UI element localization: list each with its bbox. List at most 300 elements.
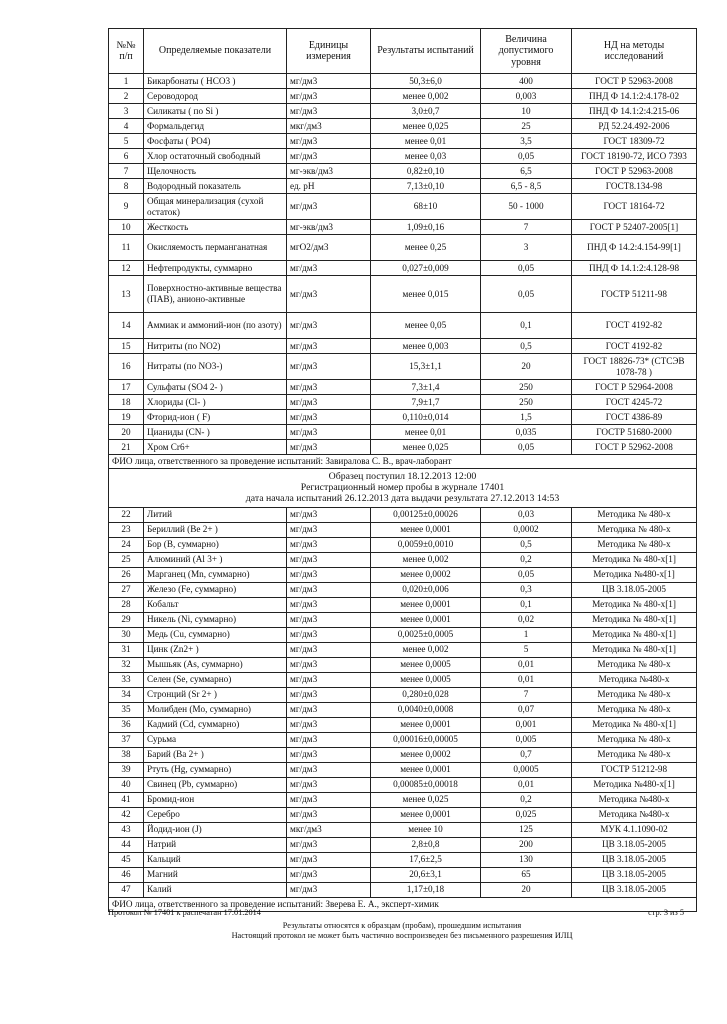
row-result: менее 0,05 [371,313,481,339]
row-unit: мг/дм3 [287,567,371,582]
row-indicator: Фторид-ион ( F) [144,410,287,425]
row-unit: мкг/дм3 [287,119,371,134]
footer-note-2: Настоящий протокол не может быть частично воспроизведен без письменного разрешения ИЛЦ [231,931,573,940]
row-method: ГОСТ Р 52963-2008 [572,164,697,179]
row-limit: 0,05 [481,261,572,276]
row-unit: мг/дм3 [287,194,371,220]
row-number: 18 [109,395,144,410]
row-number: 8 [109,179,144,194]
row-indicator: Щелочность [144,164,287,179]
row-unit: мг/дм3 [287,747,371,762]
row-result: 0,280±0,028 [371,687,481,702]
row-result: менее 0,025 [371,792,481,807]
table-row [109,807,697,822]
row-unit: мг/дм3 [287,777,371,792]
row-method: Методика № 480-х [572,537,697,552]
row-limit: 0,03 [481,507,572,522]
row-number: 42 [109,807,144,822]
row-number: 45 [109,852,144,867]
row-unit: мг/дм3 [287,149,371,164]
results-sheet [108,28,696,912]
table-row [109,762,697,777]
row-method: Методика № 480-х[1] [572,597,697,612]
row-number: 34 [109,687,144,702]
row-method: Методика № 480-х[1] [572,627,697,642]
row-result: 7,13±0,10 [371,179,481,194]
row-method: ГОСТ8.134-98 [572,179,697,194]
row-result: 7,3±1,4 [371,380,481,395]
row-method: ГОСТ Р 52964-2008 [572,380,697,395]
row-unit: мг/дм3 [287,687,371,702]
table-row [109,220,697,235]
row-limit: 0,025 [481,807,572,822]
row-result: 7,9±1,7 [371,395,481,410]
row-unit: мг/дм3 [287,410,371,425]
protocol-print-info: Протокол № 17401 к распечатан 17.01.2014 [108,908,261,917]
table-row [109,410,697,425]
responsible-b-text: ФИО лица, ответственного за проведение испытаний: Зверева Е. А., эксперт-химик [109,897,697,911]
row-number: 4 [109,119,144,134]
row-number: 13 [109,276,144,313]
table-row [109,276,697,313]
row-result: менее 0,002 [371,642,481,657]
row-number: 31 [109,642,144,657]
row-method: ГОСТ 4192-82 [572,313,697,339]
row-indicator: Нитраты (по NO3-) [144,354,287,380]
table-row [109,597,697,612]
row-indicator: Кадмий (Cd, суммарно) [144,717,287,732]
row-result: менее 0,0005 [371,672,481,687]
row-result: 0,00085±0,00018 [371,777,481,792]
row-limit: 0,035 [481,425,572,440]
row-result: 0,020±0,006 [371,582,481,597]
row-limit: 0,01 [481,777,572,792]
row-unit: мг/дм3 [287,627,371,642]
row-limit: 0,05 [481,149,572,164]
row-number: 40 [109,777,144,792]
row-indicator: Сульфаты (SO4 2- ) [144,380,287,395]
row-indicator: Марганец (Mn, суммарно) [144,567,287,582]
row-result: 3,0±0,7 [371,104,481,119]
row-result: менее 0,01 [371,134,481,149]
row-result: 0,0040±0,0008 [371,702,481,717]
row-indicator: Стронций (Sr 2+ ) [144,687,287,702]
row-method: ГОСТР 51212-98 [572,762,697,777]
row-limit: 125 [481,822,572,837]
row-result: менее 0,0001 [371,522,481,537]
row-method: Методика № 480-х [572,507,697,522]
row-number: 24 [109,537,144,552]
table-row [109,777,697,792]
row-indicator: Бромид-ион [144,792,287,807]
row-method: ГОСТ Р 52962-2008 [572,440,697,455]
table-row [109,582,697,597]
row-result: менее 0,01 [371,425,481,440]
row-limit: 0,005 [481,732,572,747]
table-row [109,339,697,354]
row-limit: 20 [481,882,572,897]
row-result: 17,6±2,5 [371,852,481,867]
table-row [109,380,697,395]
row-limit: 0,7 [481,747,572,762]
row-number: 35 [109,702,144,717]
table-row [109,822,697,837]
row-number: 22 [109,507,144,522]
row-limit: 0,3 [481,582,572,597]
row-unit: мг/дм3 [287,762,371,777]
row-unit: мг/дм3 [287,732,371,747]
row-method: Методика №480-х[1] [572,777,697,792]
row-result: менее 0,0002 [371,567,481,582]
row-method: Методика № 480-х [572,687,697,702]
row-unit: ед. рН [287,179,371,194]
row-result: 0,82±0,10 [371,164,481,179]
row-result: менее 0,0005 [371,657,481,672]
row-method: Методика № 480-х [572,522,697,537]
row-indicator: Натрий [144,837,287,852]
row-method: Методика №480-х [572,807,697,822]
row-indicator: Фосфаты ( РО4) [144,134,287,149]
sample-received: Образец поступил 18.12.2013 12:00 [328,471,477,482]
row-result: 0,00016±0,00005 [371,732,481,747]
table-row [109,89,697,104]
page-number: стр. 3 из 5 [648,908,684,917]
row-method: Методика №480-х [572,672,697,687]
row-result: менее 0,0001 [371,762,481,777]
table-row [109,507,697,522]
row-unit: мг-экв/дм3 [287,220,371,235]
table-row [109,149,697,164]
header-number: №№ п/п [109,29,144,74]
row-method: ГОСТ 4192-82 [572,339,697,354]
row-result: 0,0025±0,0005 [371,627,481,642]
row-limit: 6,5 - 8,5 [481,179,572,194]
row-indicator: Нитриты (по NO2) [144,339,287,354]
row-unit: мг-экв/дм3 [287,164,371,179]
row-number: 1 [109,74,144,89]
row-result: 15,3±1,1 [371,354,481,380]
row-indicator: Кобальт [144,597,287,612]
row-method: ГОСТ 4245-72 [572,395,697,410]
footer-line-1 [108,908,696,918]
table-row [109,74,697,89]
row-method: ГОСТР 51680-2000 [572,425,697,440]
table-body-part-b [109,507,697,897]
row-result: менее 0,025 [371,119,481,134]
row-unit: мг/дм3 [287,657,371,672]
row-result: 50,3±6,0 [371,74,481,89]
row-indicator: Водородный показатель [144,179,287,194]
table-row [109,194,697,220]
row-number: 7 [109,164,144,179]
table-row [109,313,697,339]
table-row [109,747,697,762]
row-indicator: Свинец (Pb, суммарно) [144,777,287,792]
table-row [109,425,697,440]
row-number: 39 [109,762,144,777]
row-unit: мг/дм3 [287,672,371,687]
row-result: 2,8±0,8 [371,837,481,852]
row-method: ГОСТ Р 52407-2005[1] [572,220,697,235]
table-row [109,119,697,134]
row-result: 0,0059±0,0010 [371,537,481,552]
row-limit: 1 [481,627,572,642]
row-number: 21 [109,440,144,455]
row-method: ГОСТ Р 52963-2008 [572,74,697,89]
row-number: 25 [109,552,144,567]
row-unit: мг/дм3 [287,552,371,567]
row-result: менее 0,0001 [371,717,481,732]
row-number: 11 [109,235,144,261]
row-unit: мг/дм3 [287,313,371,339]
row-indicator: Хлор остаточный свободный [144,149,287,164]
table-row [109,440,697,455]
row-indicator: Бериллий (Be 2+ ) [144,522,287,537]
footer-note-1: Результаты относятся к образцам (пробам), прошедшим испытания [282,921,522,930]
row-number: 20 [109,425,144,440]
row-indicator: Окисляемость перманганатная [144,235,287,261]
row-indicator: Жесткость [144,220,287,235]
row-indicator: Медь (Cu, суммарно) [144,627,287,642]
row-number: 44 [109,837,144,852]
table-row [109,612,697,627]
row-limit: 65 [481,867,572,882]
row-number: 41 [109,792,144,807]
row-indicator: Цианиды (CN- ) [144,425,287,440]
row-result: менее 0,03 [371,149,481,164]
row-indicator: Молибден (Mo, суммарно) [144,702,287,717]
table-row [109,522,697,537]
row-result: менее 0,002 [371,552,481,567]
row-number: 2 [109,89,144,104]
row-method: Методика №480-х[1] [572,567,697,582]
row-unit: мг/дм3 [287,612,371,627]
row-limit: 0,01 [481,657,572,672]
row-unit: мг/дм3 [287,395,371,410]
row-limit: 7 [481,220,572,235]
row-result: менее 0,0001 [371,597,481,612]
row-limit: 6,5 [481,164,572,179]
row-method: ЦВ 3.18.05-2005 [572,852,697,867]
row-indicator: Хром Cr6+ [144,440,287,455]
row-unit: мг/дм3 [287,717,371,732]
row-indicator: Селен (Se, суммарно) [144,672,287,687]
row-indicator: Литий [144,507,287,522]
row-result: 68±10 [371,194,481,220]
sample-info-row [109,469,697,508]
row-limit: 0,05 [481,276,572,313]
row-indicator: Хлориды (Cl- ) [144,395,287,410]
row-unit: мг/дм3 [287,440,371,455]
row-limit: 0,1 [481,597,572,612]
header-method: НД на методы исследований [572,29,697,74]
sample-registration: Регистрационный номер пробы в журнале 17401 [300,482,505,494]
row-indicator: Поверхностно-активные вещества (ПАВ), анионо-активные [144,276,287,313]
row-indicator: Силикаты ( по Si ) [144,104,287,119]
row-number: 43 [109,822,144,837]
row-number: 28 [109,597,144,612]
row-number: 6 [109,149,144,164]
row-method: ГОСТ 4386-89 [572,410,697,425]
table-row [109,642,697,657]
row-limit: 3 [481,235,572,261]
row-limit: 0,05 [481,567,572,582]
row-result: менее 0,0002 [371,747,481,762]
row-unit: мг/дм3 [287,582,371,597]
row-number: 26 [109,567,144,582]
row-unit: мг/дм3 [287,74,371,89]
row-indicator: Серебро [144,807,287,822]
table-row [109,702,697,717]
table-body-part-a [109,74,697,455]
row-unit: мг/дм3 [287,354,371,380]
row-method: ГОСТР 51211-98 [572,276,697,313]
row-limit: 50 - 1000 [481,194,572,220]
row-limit: 0,0002 [481,522,572,537]
row-limit: 0,003 [481,89,572,104]
row-indicator: Бор (B, суммарно) [144,537,287,552]
row-method: МУК 4.1.1090-02 [572,822,697,837]
row-limit: 0,1 [481,313,572,339]
row-number: 5 [109,134,144,149]
row-result: менее 0,025 [371,440,481,455]
table-row [109,687,697,702]
table-row [109,627,697,642]
row-indicator: Барий (Ва 2+ ) [144,747,287,762]
row-result: 20,6±3,1 [371,867,481,882]
row-number: 47 [109,882,144,897]
row-limit: 0,2 [481,552,572,567]
table-row [109,395,697,410]
row-limit: 5 [481,642,572,657]
table-row [109,354,697,380]
row-number: 38 [109,747,144,762]
row-unit: мг/дм3 [287,537,371,552]
row-limit: 0,5 [481,537,572,552]
row-result: менее 0,25 [371,235,481,261]
row-indicator: Магний [144,867,287,882]
row-unit: мг/дм3 [287,867,371,882]
row-number: 29 [109,612,144,627]
row-method: ЦВ 3.18.05-2005 [572,867,697,882]
row-method: РД 52.24.492-2006 [572,119,697,134]
row-limit: 250 [481,395,572,410]
row-indicator: Йодид-ион (J) [144,822,287,837]
row-number: 46 [109,867,144,882]
table-row [109,837,697,852]
row-indicator: Сероводород [144,89,287,104]
table-row [109,134,697,149]
row-limit: 10 [481,104,572,119]
row-method: Методика № 480-х[1] [572,717,697,732]
row-indicator: Алюминий (Al 3+ ) [144,552,287,567]
row-unit: мг/дм3 [287,642,371,657]
row-method: ЦВ 3.18.05-2005 [572,882,697,897]
table-row [109,104,697,119]
header-result: Результаты испытаний [371,29,481,74]
row-unit: мг/дм3 [287,792,371,807]
table-row [109,657,697,672]
row-method: Методика № 480-х[1] [572,612,697,627]
row-unit: мг/дм3 [287,380,371,395]
row-indicator: Нефтепродукты, суммарно [144,261,287,276]
row-unit: мг/дм3 [287,807,371,822]
row-number: 32 [109,657,144,672]
row-limit: 7 [481,687,572,702]
results-table [108,28,697,912]
header-unit: Единицы измерения [287,29,371,74]
row-unit: мкг/дм3 [287,822,371,837]
row-result: менее 0,0001 [371,612,481,627]
responsible-a-section [109,455,697,508]
row-limit: 0,0005 [481,762,572,777]
row-number: 14 [109,313,144,339]
row-result: менее 10 [371,822,481,837]
row-limit: 0,02 [481,612,572,627]
row-number: 3 [109,104,144,119]
row-indicator: Железо (Fe, суммарно) [144,582,287,597]
header-indicator: Определяемые показатели [144,29,287,74]
row-indicator: Сурьма [144,732,287,747]
row-method: Методика № 480-х [572,732,697,747]
table-row [109,882,697,897]
table-row [109,552,697,567]
row-method: ПНД Ф 14.2:4.154-99[1] [572,235,697,261]
row-method: Методика № 480-х [572,657,697,672]
row-indicator: Аммиак и аммоний-ион (по азоту) [144,313,287,339]
row-number: 33 [109,672,144,687]
row-unit: мг/дм3 [287,702,371,717]
row-result: менее 0,002 [371,89,481,104]
row-method: ПНД Ф 14.1:2:4.128-98 [572,261,697,276]
row-method: Методика № 480-х [572,702,697,717]
row-limit: 0,001 [481,717,572,732]
row-number: 27 [109,582,144,597]
row-result: менее 0,015 [371,276,481,313]
row-unit: мгО2/дм3 [287,235,371,261]
sample-dates: дата начала испытаний 26.12.2013 дата выдачи результата 27.12.2013 14:53 [245,493,560,505]
row-result: 1,17±0,18 [371,882,481,897]
row-method: Методика № 480-х [572,747,697,762]
row-indicator: Никель (Ni, суммарно) [144,612,287,627]
row-limit: 20 [481,354,572,380]
row-unit: мг/дм3 [287,507,371,522]
row-unit: мг/дм3 [287,837,371,852]
row-number: 23 [109,522,144,537]
row-unit: мг/дм3 [287,852,371,867]
row-method: ГОСТ 18164-72 [572,194,697,220]
row-number: 9 [109,194,144,220]
responsible-a-text: ФИО лица, ответственного за проведение испытаний: Завиралова С. В., врач-лаборант [109,455,697,469]
row-indicator: Калий [144,882,287,897]
row-method: ЦВ 3.18.05-2005 [572,837,697,852]
row-limit: 130 [481,852,572,867]
row-limit: 250 [481,380,572,395]
row-method: ГОСТ 18826-73* (СТСЭВ 1078-78 ) [572,354,697,380]
table-row [109,717,697,732]
row-result: 0,00125±0,00026 [371,507,481,522]
row-indicator: Формальдегид [144,119,287,134]
row-unit: мг/дм3 [287,261,371,276]
row-number: 16 [109,354,144,380]
row-limit: 3,5 [481,134,572,149]
row-method: ГОСТ 18190-72, ИСО 7393 [572,149,697,164]
row-indicator: Кальций [144,852,287,867]
responsible-a-row [109,455,697,469]
row-indicator: Мышьяк (As, суммарно) [144,657,287,672]
table-row [109,792,697,807]
row-unit: мг/дм3 [287,89,371,104]
